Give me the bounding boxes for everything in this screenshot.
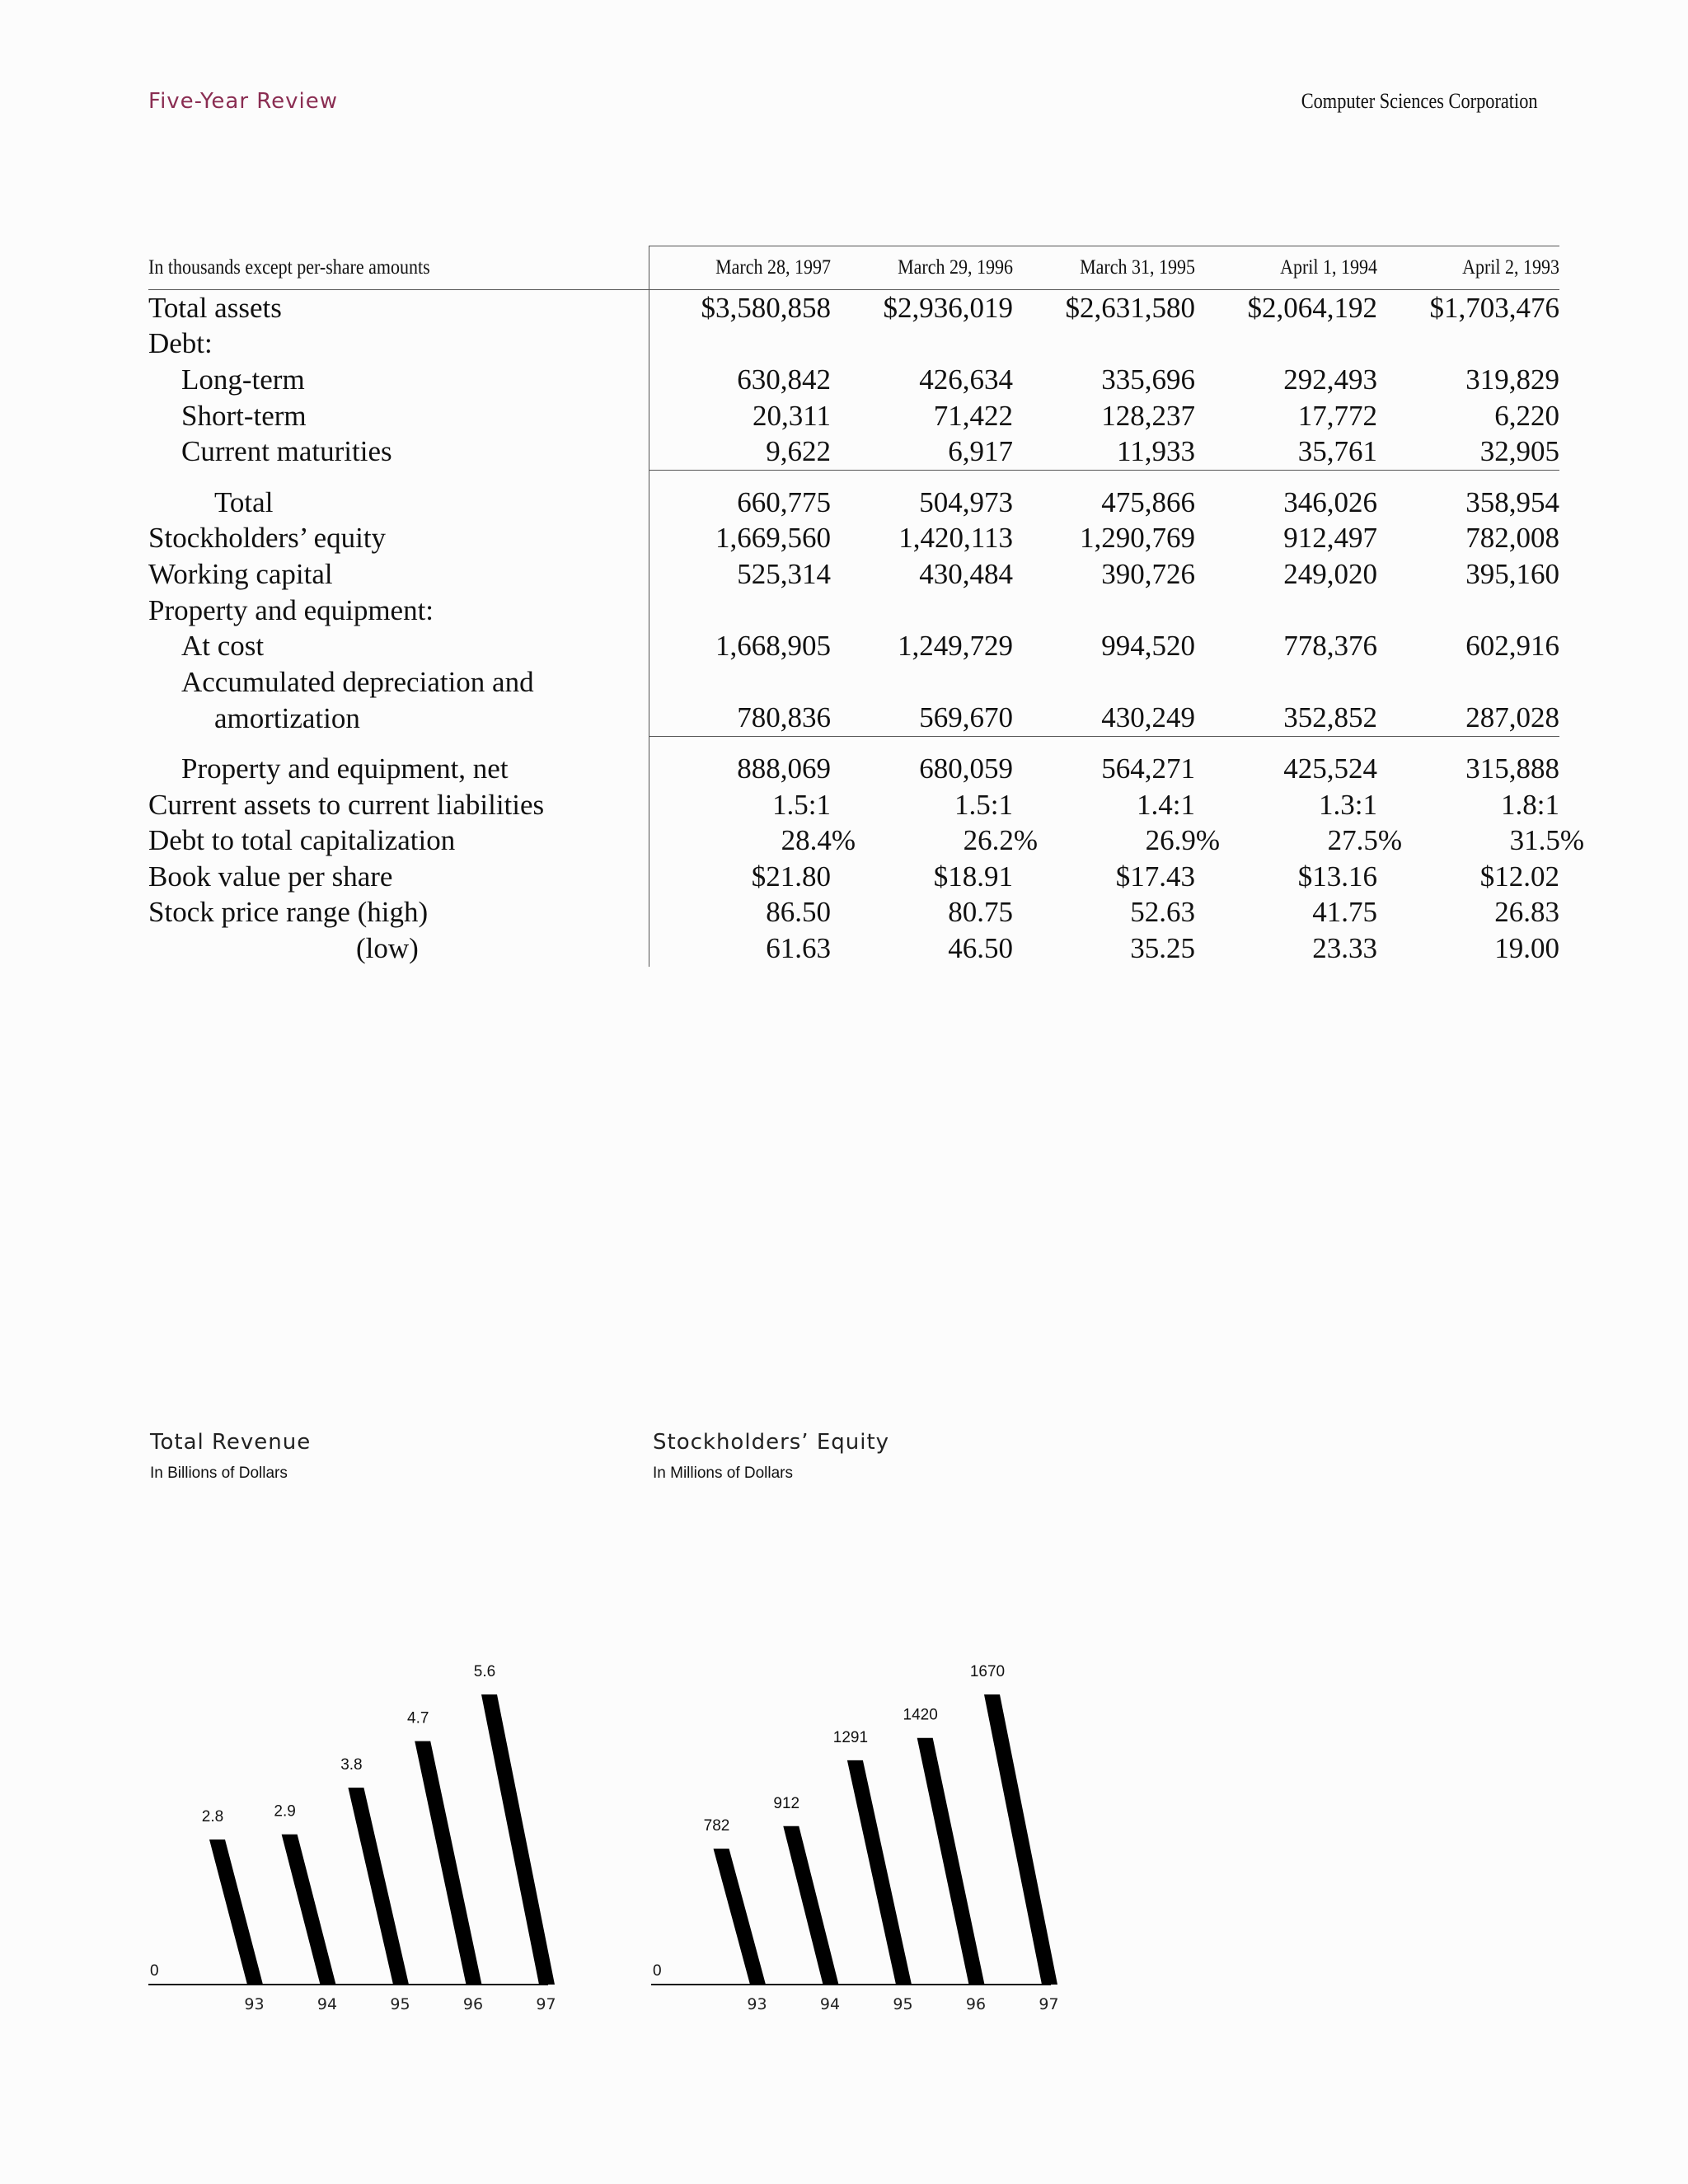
table-row [148, 895, 1559, 931]
table-cell: 1.5:1 [649, 787, 831, 823]
row-label: Current maturities [181, 435, 392, 468]
table-cell: 1,290,769 [1080, 522, 1195, 555]
bar [847, 1760, 912, 1985]
table-cell: $2,936,019 [883, 291, 1013, 324]
table-cell: $12.02 [1479, 860, 1559, 893]
table-header-row [148, 246, 1559, 290]
table-cell: 128,237 [1101, 399, 1195, 432]
table-row [148, 664, 1559, 701]
row-label: amortization [214, 701, 360, 734]
x-tick-label: 94 [819, 1995, 841, 2013]
separator-cell [1013, 470, 1195, 485]
table-cell: 425,524 [1283, 752, 1377, 785]
table-cell [1013, 664, 1195, 701]
table-row [148, 290, 1559, 326]
table-row [148, 823, 1559, 859]
table-cell: 61.63 [649, 930, 831, 967]
y-zero-label: 0 [150, 1962, 159, 1980]
row-label: Long-term [181, 363, 305, 396]
table-cell [1195, 326, 1377, 363]
table-cell: 80.75 [948, 896, 1013, 929]
bar [984, 1694, 1057, 1985]
table-cell: 1,420,113 [898, 522, 1013, 555]
table-cell: 41.75 [1312, 896, 1377, 929]
separator-cell [1377, 470, 1559, 485]
row-label: Stockholders’ equity [148, 522, 387, 555]
separator-cell [1195, 737, 1377, 752]
table-cell: $2,064,192 [1247, 291, 1377, 324]
table-cell: 569,670 [919, 701, 1013, 734]
table-cell: $13.16 [1297, 860, 1377, 893]
row-label: Property and equipment: [148, 593, 434, 626]
table-row [148, 398, 1559, 434]
data-label: 4.7 [407, 1709, 429, 1727]
table-cell: 352,852 [1283, 701, 1377, 734]
row-label: Accumulated depreciation and [181, 665, 534, 698]
separator-cell [831, 470, 1013, 485]
table-cell: 504,973 [919, 485, 1013, 518]
table-cell: 52.63 [1130, 896, 1195, 929]
x-tick-label: 96 [462, 1995, 484, 2013]
table-cell: 912,497 [1283, 522, 1377, 555]
table-row [148, 859, 1559, 895]
column-header: April 1, 1994 [1195, 246, 1377, 290]
table-cell: 1.3:1 [1319, 788, 1377, 821]
table-cell: 17,772 [1297, 399, 1377, 432]
table-cell: $1,703,476 [1429, 291, 1559, 324]
column-header: March 29, 1996 [831, 246, 1013, 290]
row-label: Property and equipment, net [181, 752, 509, 785]
table-row [148, 628, 1559, 664]
table-cell [1195, 664, 1377, 701]
bar [209, 1840, 263, 1985]
stockholders-equity-chart [651, 1426, 1080, 2036]
table-cell [831, 664, 1013, 701]
column-header: March 31, 1995 [1013, 246, 1195, 290]
five-year-table-container [148, 246, 1584, 967]
percent-value: 26.2% [963, 824, 1038, 857]
data-label: 3.8 [340, 1756, 363, 1774]
table-cell: $2,631,580 [1065, 291, 1195, 324]
separator-cell [148, 737, 649, 752]
table-cell: 86.50 [649, 895, 831, 931]
table-cell: 1,669,560 [649, 521, 831, 557]
table-cell [649, 664, 831, 701]
table-cell: 430,249 [1101, 701, 1195, 734]
x-tick-label: 97 [536, 1995, 556, 2013]
x-tick-label: 94 [316, 1995, 338, 2013]
table-cell [1377, 593, 1559, 629]
table-cell: 6,917 [948, 435, 1013, 468]
total-revenue-chart [148, 1426, 577, 2036]
bar [783, 1826, 838, 1985]
percent-value: 28.4% [781, 824, 856, 857]
table-cell: 395,160 [1465, 557, 1559, 590]
table-cell: 525,314 [649, 556, 831, 593]
x-tick-label: 95 [893, 1995, 913, 2013]
table-cell [1013, 326, 1195, 363]
data-label: 1670 [969, 1663, 1006, 1680]
table-cell: 564,271 [1101, 752, 1195, 785]
row-label: Book value per share [148, 860, 393, 893]
percent-value: 27.5% [1327, 824, 1402, 857]
row-label: Current assets to current liabilities [148, 788, 545, 821]
table-cell: 19.00 [1494, 931, 1559, 964]
table-cell: 319,829 [1465, 363, 1559, 396]
separator-cell [148, 470, 649, 485]
table-cell: 1,668,905 [649, 628, 831, 664]
table-cell: 426,634 [919, 363, 1013, 396]
table-cell: 287,028 [1465, 701, 1559, 734]
table-cell: 71,422 [933, 399, 1013, 432]
table-cell: $18.91 [933, 860, 1013, 893]
x-tick-label: 93 [244, 1995, 265, 2013]
table-cell: 32,905 [1479, 435, 1559, 468]
chart-plot [651, 1426, 1080, 2036]
table-row [148, 751, 1559, 787]
table-cell [1195, 823, 1402, 859]
table-cell: 6,220 [1494, 399, 1559, 432]
table-cell: 346,026 [1283, 485, 1377, 518]
table-cell: 35,761 [1297, 435, 1377, 468]
row-label: Total [214, 485, 274, 518]
bar [714, 1849, 766, 1985]
table-cell: 26.83 [1494, 896, 1559, 929]
table-cell: 11,933 [1117, 435, 1195, 468]
data-label: 782 [703, 1817, 730, 1835]
table-cell: 249,020 [1283, 557, 1377, 590]
row-label: Stock price range (high) [148, 896, 429, 929]
separator-cell [649, 470, 831, 485]
table-cell [1013, 593, 1195, 629]
table-cell [1377, 664, 1559, 701]
row-label: Total assets [148, 291, 282, 324]
row-label: Debt: [148, 327, 213, 360]
table-cell: 315,888 [1465, 752, 1559, 785]
x-tick-label: 95 [390, 1995, 410, 2013]
table-cell [831, 823, 1038, 859]
data-label: 2.9 [274, 1802, 296, 1821]
table-row [148, 701, 1559, 737]
chart-title: Stockholders’ Equity [653, 1430, 890, 1455]
y-zero-label: 0 [653, 1962, 662, 1980]
table-cell: 660,775 [649, 485, 831, 521]
column-header: April 2, 1993 [1377, 246, 1559, 290]
table-row [148, 362, 1559, 398]
table-cell: 680,059 [919, 752, 1013, 785]
separator-cell [831, 737, 1013, 752]
row-label: (low) [356, 931, 419, 964]
chart-plot [148, 1426, 577, 2036]
bar [415, 1741, 481, 1985]
separator-cell [1377, 737, 1559, 752]
bar [917, 1738, 985, 1985]
row-label: Short-term [181, 399, 307, 432]
table-row [148, 326, 1559, 363]
table-cell [649, 823, 856, 859]
table-cell: 1.5:1 [954, 788, 1013, 821]
table-row [148, 593, 1559, 629]
table-cell: 1.8:1 [1501, 788, 1559, 821]
table-cell: 335,696 [1101, 363, 1195, 396]
chart-title: Total Revenue [150, 1430, 312, 1455]
table-row [148, 434, 1559, 470]
table-row [148, 521, 1559, 557]
table-cell: $21.80 [649, 859, 831, 895]
table-cell: 9,622 [649, 434, 831, 470]
table-row [148, 930, 1559, 967]
table-body [148, 290, 1584, 967]
x-tick-label: 96 [965, 1995, 987, 2013]
table-cell: 23.33 [1312, 931, 1377, 964]
chart-subtitle: In Millions of Dollars [653, 1465, 793, 1482]
table-cell: 782,008 [1465, 522, 1559, 555]
table-cell: 358,954 [1465, 485, 1559, 518]
table-cell: 1.4:1 [1137, 788, 1195, 821]
page-section-title: Five-Year Review [148, 89, 339, 114]
table-cell [1377, 326, 1559, 363]
table-cell: 1,249,729 [898, 630, 1013, 663]
table-cell: $3,580,858 [649, 290, 831, 326]
table-cell: 430,484 [919, 557, 1013, 590]
table-cell: 780,836 [649, 701, 831, 737]
table-cell [1377, 823, 1584, 859]
row-separator [148, 737, 1559, 752]
table-cell: 46.50 [948, 931, 1013, 964]
data-label: 5.6 [473, 1663, 496, 1680]
table-cell [831, 326, 1013, 363]
table-cell: $17.43 [1115, 860, 1195, 893]
separator-cell [1013, 737, 1195, 752]
table-row [148, 787, 1559, 823]
table-cell [1013, 823, 1220, 859]
percent-value: 26.9% [1145, 824, 1220, 857]
table-cell [831, 593, 1013, 629]
column-header: March 28, 1997 [649, 246, 831, 290]
table-row [148, 556, 1559, 593]
table-cell: 475,866 [1101, 485, 1195, 518]
data-label: 2.8 [201, 1808, 224, 1825]
five-year-review-table [148, 246, 1584, 967]
units-note: In thousands except per-share amounts [148, 246, 649, 290]
company-name: Computer Sciences Corporation [1301, 89, 1538, 113]
table-cell: 292,493 [1283, 363, 1377, 396]
data-label: 1291 [832, 1728, 869, 1746]
row-label: At cost [181, 630, 265, 663]
table-cell: 778,376 [1283, 630, 1377, 663]
table-cell: 20,311 [649, 398, 831, 434]
percent-value: 31.5% [1509, 824, 1584, 857]
table-cell [649, 326, 831, 363]
table-row [148, 485, 1559, 521]
table-cell: 888,069 [649, 751, 831, 787]
table-cell: 390,726 [1101, 557, 1195, 590]
data-label: 912 [773, 1794, 800, 1812]
table-cell: 602,916 [1465, 630, 1559, 663]
chart-subtitle: In Billions of Dollars [150, 1465, 288, 1482]
row-separator [148, 470, 1559, 485]
separator-cell [649, 737, 831, 752]
bar [348, 1788, 409, 1985]
table-cell: 994,520 [1101, 630, 1195, 663]
row-label: Working capital [148, 557, 333, 590]
separator-cell [1195, 470, 1377, 485]
data-label: 1420 [903, 1706, 938, 1724]
table-cell [1195, 593, 1377, 629]
table-cell [649, 593, 831, 629]
table-cell: 630,842 [649, 362, 831, 398]
x-tick-label: 93 [747, 1995, 767, 2013]
row-label: Debt to total capitalization [148, 824, 456, 857]
bar [481, 1694, 555, 1985]
x-tick-label: 97 [1039, 1995, 1059, 2013]
bar [282, 1835, 336, 1985]
table-cell: 35.25 [1130, 931, 1195, 964]
